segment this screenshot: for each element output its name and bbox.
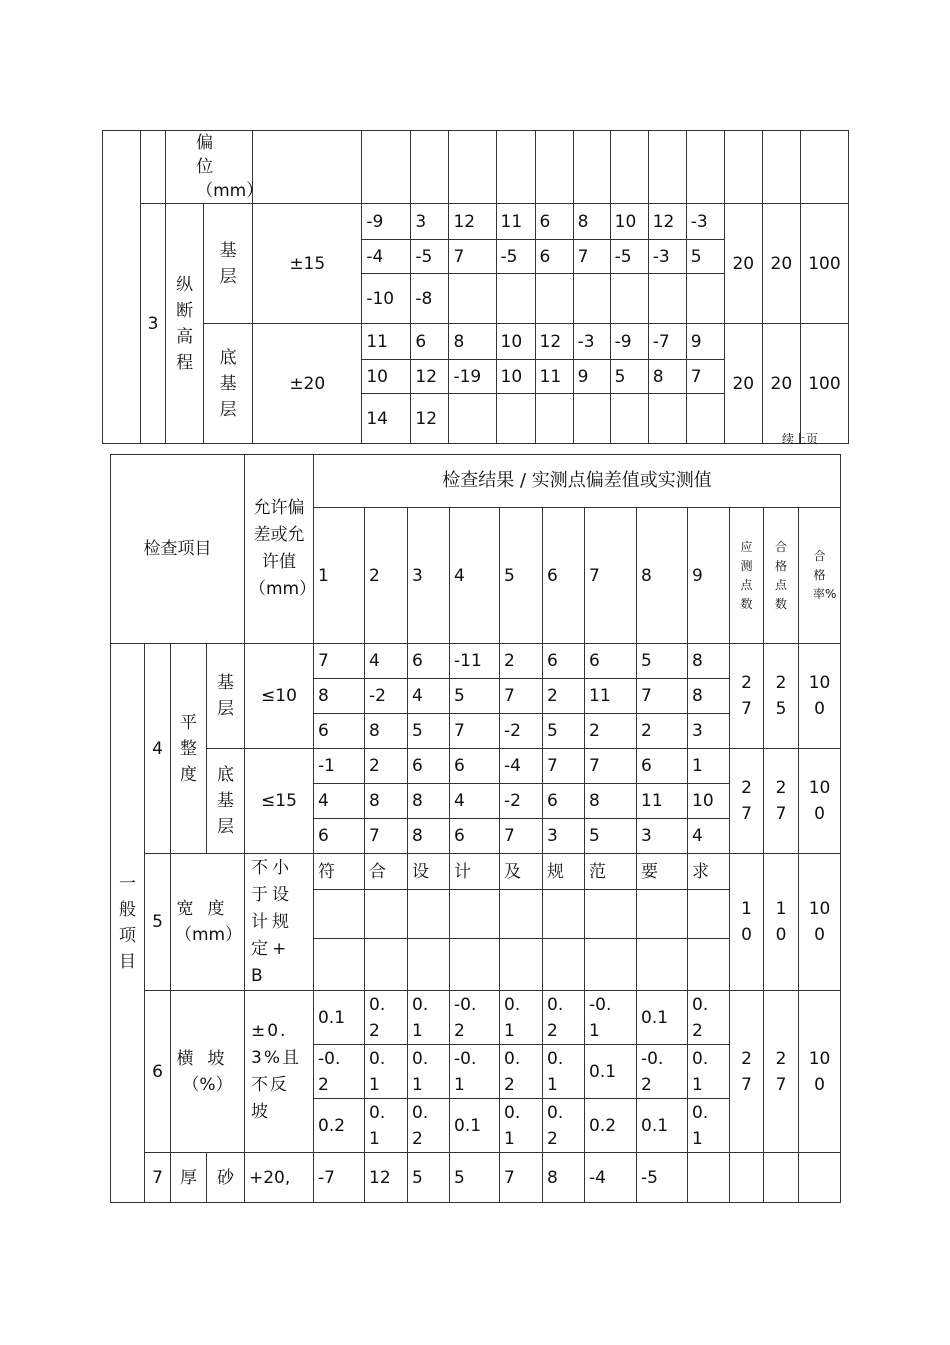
pass-rate: 100 [799, 991, 841, 1153]
table-row: 4 8 8 4 -2 6 8 11 10 [111, 784, 841, 819]
col-header: 7 [585, 508, 637, 644]
col-header: 4 [450, 508, 500, 644]
group-label: 一般项目 [111, 644, 145, 1203]
table-row: 0.2 0.1 0.2 0.1 0.1 0.2 0.2 0.1 0.1 [111, 1099, 841, 1153]
header-tolerance: 允许偏差或允许值（mm） [245, 455, 314, 644]
col-header: 9 [688, 508, 730, 644]
tolerance: ±15 [253, 204, 362, 324]
header-row [111, 455, 841, 508]
table-row: 6 8 5 7 -2 5 2 2 3 [111, 714, 841, 749]
group-cell [103, 131, 141, 444]
tolerance: +20, [245, 1153, 314, 1203]
header-item: 检查项目 [111, 455, 245, 644]
table-row: 底基层 ≤15 -1 2 6 6 -4 7 7 6 1 27 27 100 [111, 749, 841, 784]
header-points-passed: 合格点数 [764, 508, 799, 644]
pass-rate: 100 [800, 204, 848, 324]
measurement-table-top [102, 130, 849, 444]
item-name: 宽度 （mm） [171, 854, 245, 991]
layer-name: 基层 [204, 204, 253, 324]
layer-name: 砂 [207, 1153, 245, 1203]
table-row: -10 -8 [103, 274, 849, 324]
tolerance: ±0.3%且不反坡 [245, 991, 314, 1153]
table-row: 6 7 8 6 7 3 5 3 4 [111, 819, 841, 854]
points-required: 20 [724, 204, 762, 324]
table-row: 底基层 ±20 11 6 8 10 12 -3 -9 -7 9 20 20 100 [103, 324, 849, 360]
item-name: 纵断高程 [166, 204, 204, 444]
table-row: 5 宽度 （mm） 不小于设计规定+B 符 合 设 计 及 规 范 要 求 10 10 100 [111, 854, 841, 890]
header-pass-rate: 合格率% [799, 508, 841, 644]
col-header: 1 [314, 508, 365, 644]
tolerance: ±20 [253, 324, 362, 444]
col-header: 3 [408, 508, 450, 644]
layer-name: 基层 [207, 644, 245, 749]
points-passed: 20 [762, 324, 800, 444]
table-row: 一般项目 4 平整度 基层 ≤10 7 4 6 -11 2 6 6 5 8 27 25 100 [111, 644, 841, 679]
points-required: 27 [730, 749, 764, 854]
table-row: 8 -2 4 5 7 2 11 7 8 [111, 679, 841, 714]
col-header: 5 [500, 508, 543, 644]
item-name: 平整度 [171, 644, 207, 854]
table-row: -4 -5 7 -5 6 7 -5 -3 5 [103, 240, 849, 274]
points-passed: 20 [762, 204, 800, 324]
pass-rate: 100 [799, 749, 841, 854]
item-number: 4 [145, 644, 171, 854]
item-number: 6 [145, 991, 171, 1153]
item-number: 5 [145, 854, 171, 991]
pass-rate: 100 [799, 854, 841, 991]
item-name: 横坡 （%） [171, 991, 245, 1153]
col-header: 6 [543, 508, 585, 644]
table-row: 14 12 [103, 394, 849, 444]
col-header: 8 [637, 508, 688, 644]
tolerance: ≤15 [245, 749, 314, 854]
points-passed: 25 [764, 644, 799, 749]
table-row: 10 12 -19 10 11 9 5 8 7 [103, 360, 849, 394]
layer-name: 底基层 [207, 749, 245, 854]
item-number: 3 [141, 204, 166, 444]
points-required: 10 [730, 854, 764, 991]
layer-name: 底基层 [204, 324, 253, 444]
table-row: 7 厚 砂 +20, -7 12 5 5 7 8 -4 -5 [111, 1153, 841, 1203]
item-number: 7 [145, 1153, 171, 1203]
points-passed: 10 [764, 854, 799, 991]
table-row: -0.2 0.1 0.1 -0.1 0.2 0.1 0.1 -0.2 0.1 [111, 1045, 841, 1099]
table-row: 6 横坡 （%） ±0.3%且不反坡 0.1 0.2 0.1 -0.2 0.1 0.2 -0.1 0.1 0.2 27 27 100 [111, 991, 841, 1045]
offset-item-cell: 偏位 （mm） [166, 131, 253, 204]
table-row: 3 纵断高程 基层 ±15 -9 3 12 11 6 8 10 12 -3 20 20 100 [103, 204, 849, 240]
table-row [103, 131, 849, 204]
points-required: 20 [724, 324, 762, 444]
col-header: 2 [365, 508, 408, 644]
pass-rate: 100 [800, 324, 848, 444]
header-result: 检查结果 / 实测点偏差值或实测值 [314, 455, 841, 508]
tolerance: 不小于设计规定+B [245, 854, 314, 991]
continued-label: 续上页 [782, 432, 819, 446]
header-points-required: 应测点数 [730, 508, 764, 644]
points-required: 27 [730, 991, 764, 1153]
item-name: 厚 [171, 1153, 207, 1203]
measurement-table-main [110, 454, 841, 1203]
points-passed: 27 [764, 991, 799, 1153]
pass-rate: 100 [799, 644, 841, 749]
points-passed: 27 [764, 749, 799, 854]
tolerance: ≤10 [245, 644, 314, 749]
points-required: 27 [730, 644, 764, 749]
